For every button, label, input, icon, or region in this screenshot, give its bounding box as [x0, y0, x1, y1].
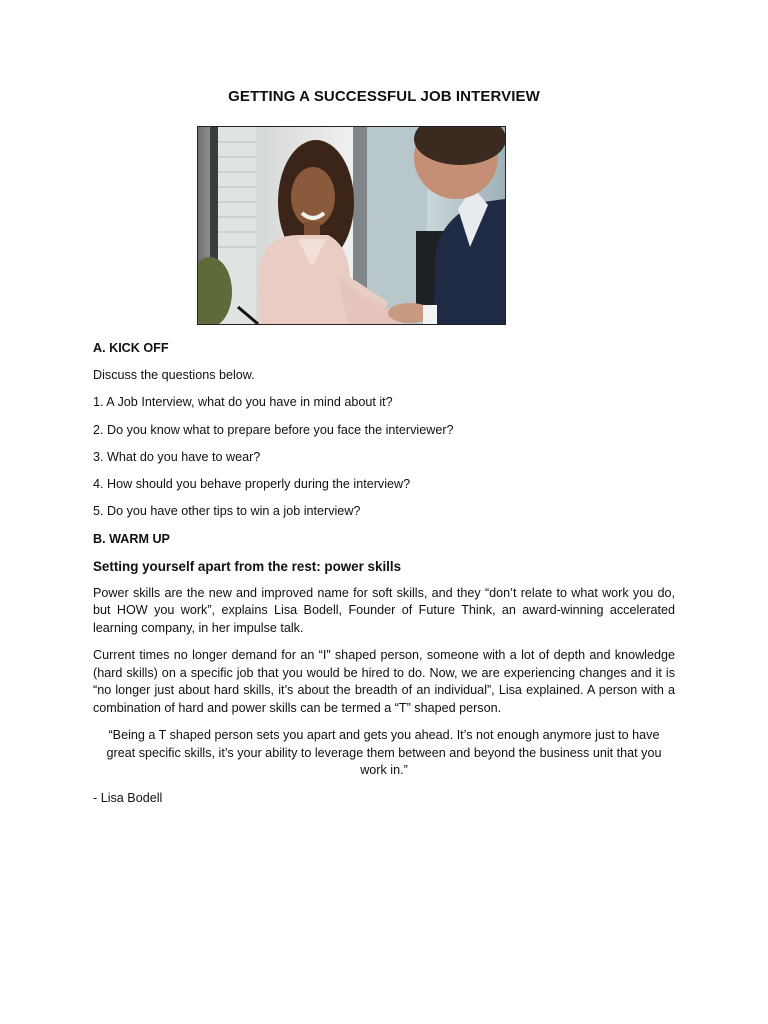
question-4: 4. How should you behave properly during the interview?	[93, 477, 411, 492]
page-title: GETTING A SUCCESSFUL JOB INTERVIEW	[228, 88, 540, 105]
section-a-heading: A. KICK OFF	[93, 341, 169, 355]
question-2: 2. Do you know what to prepare before you face the interviewer?	[93, 422, 454, 437]
section-b-subheading: Setting yourself apart from the rest: power skills	[93, 558, 402, 574]
section-b-heading: B. WARM UP	[93, 531, 170, 546]
document-body	[93, 340, 675, 807]
section-a-intro: Discuss the questions below.	[93, 368, 255, 382]
question-1: 1. A Job Interview, what do you have in mind about it?	[93, 395, 393, 410]
quote-attribution: - Lisa Bodell	[93, 790, 163, 805]
handshake-illustration	[198, 127, 505, 324]
question-3: 3. What do you have to wear?	[93, 449, 261, 464]
paragraph-power-skills: Power skills are the new and improved name for soft skills, and they “don’t relate to what work you do, but HOW you work”, explains Lisa Bodell, Founder of Future Think, an award-winning accelerated learning company, in her impulse talk.	[93, 585, 675, 635]
paragraph-t-shaped: Current times no longer demand for an “I” shaped person, someone with a lot of depth and knowledge (hard skills) on a specific job that you would be hired to do. Now, we are experiencing changes and it is “no longer just about hard skills, it’s about the breadth of an individual”, Lisa explained. A person with a combination of hard and power skills can be termed a “T” shaped person.	[93, 648, 675, 715]
question-5: 5. Do you have other tips to win a job interview?	[93, 504, 361, 519]
interview-photo	[197, 126, 506, 325]
quote: “Being a T shaped person sets you apart and gets you ahead. It’s not enough anymore just to have great specific skills, it’s your ability to leverage them between and beyond the business unit that you work in.”	[106, 728, 662, 778]
